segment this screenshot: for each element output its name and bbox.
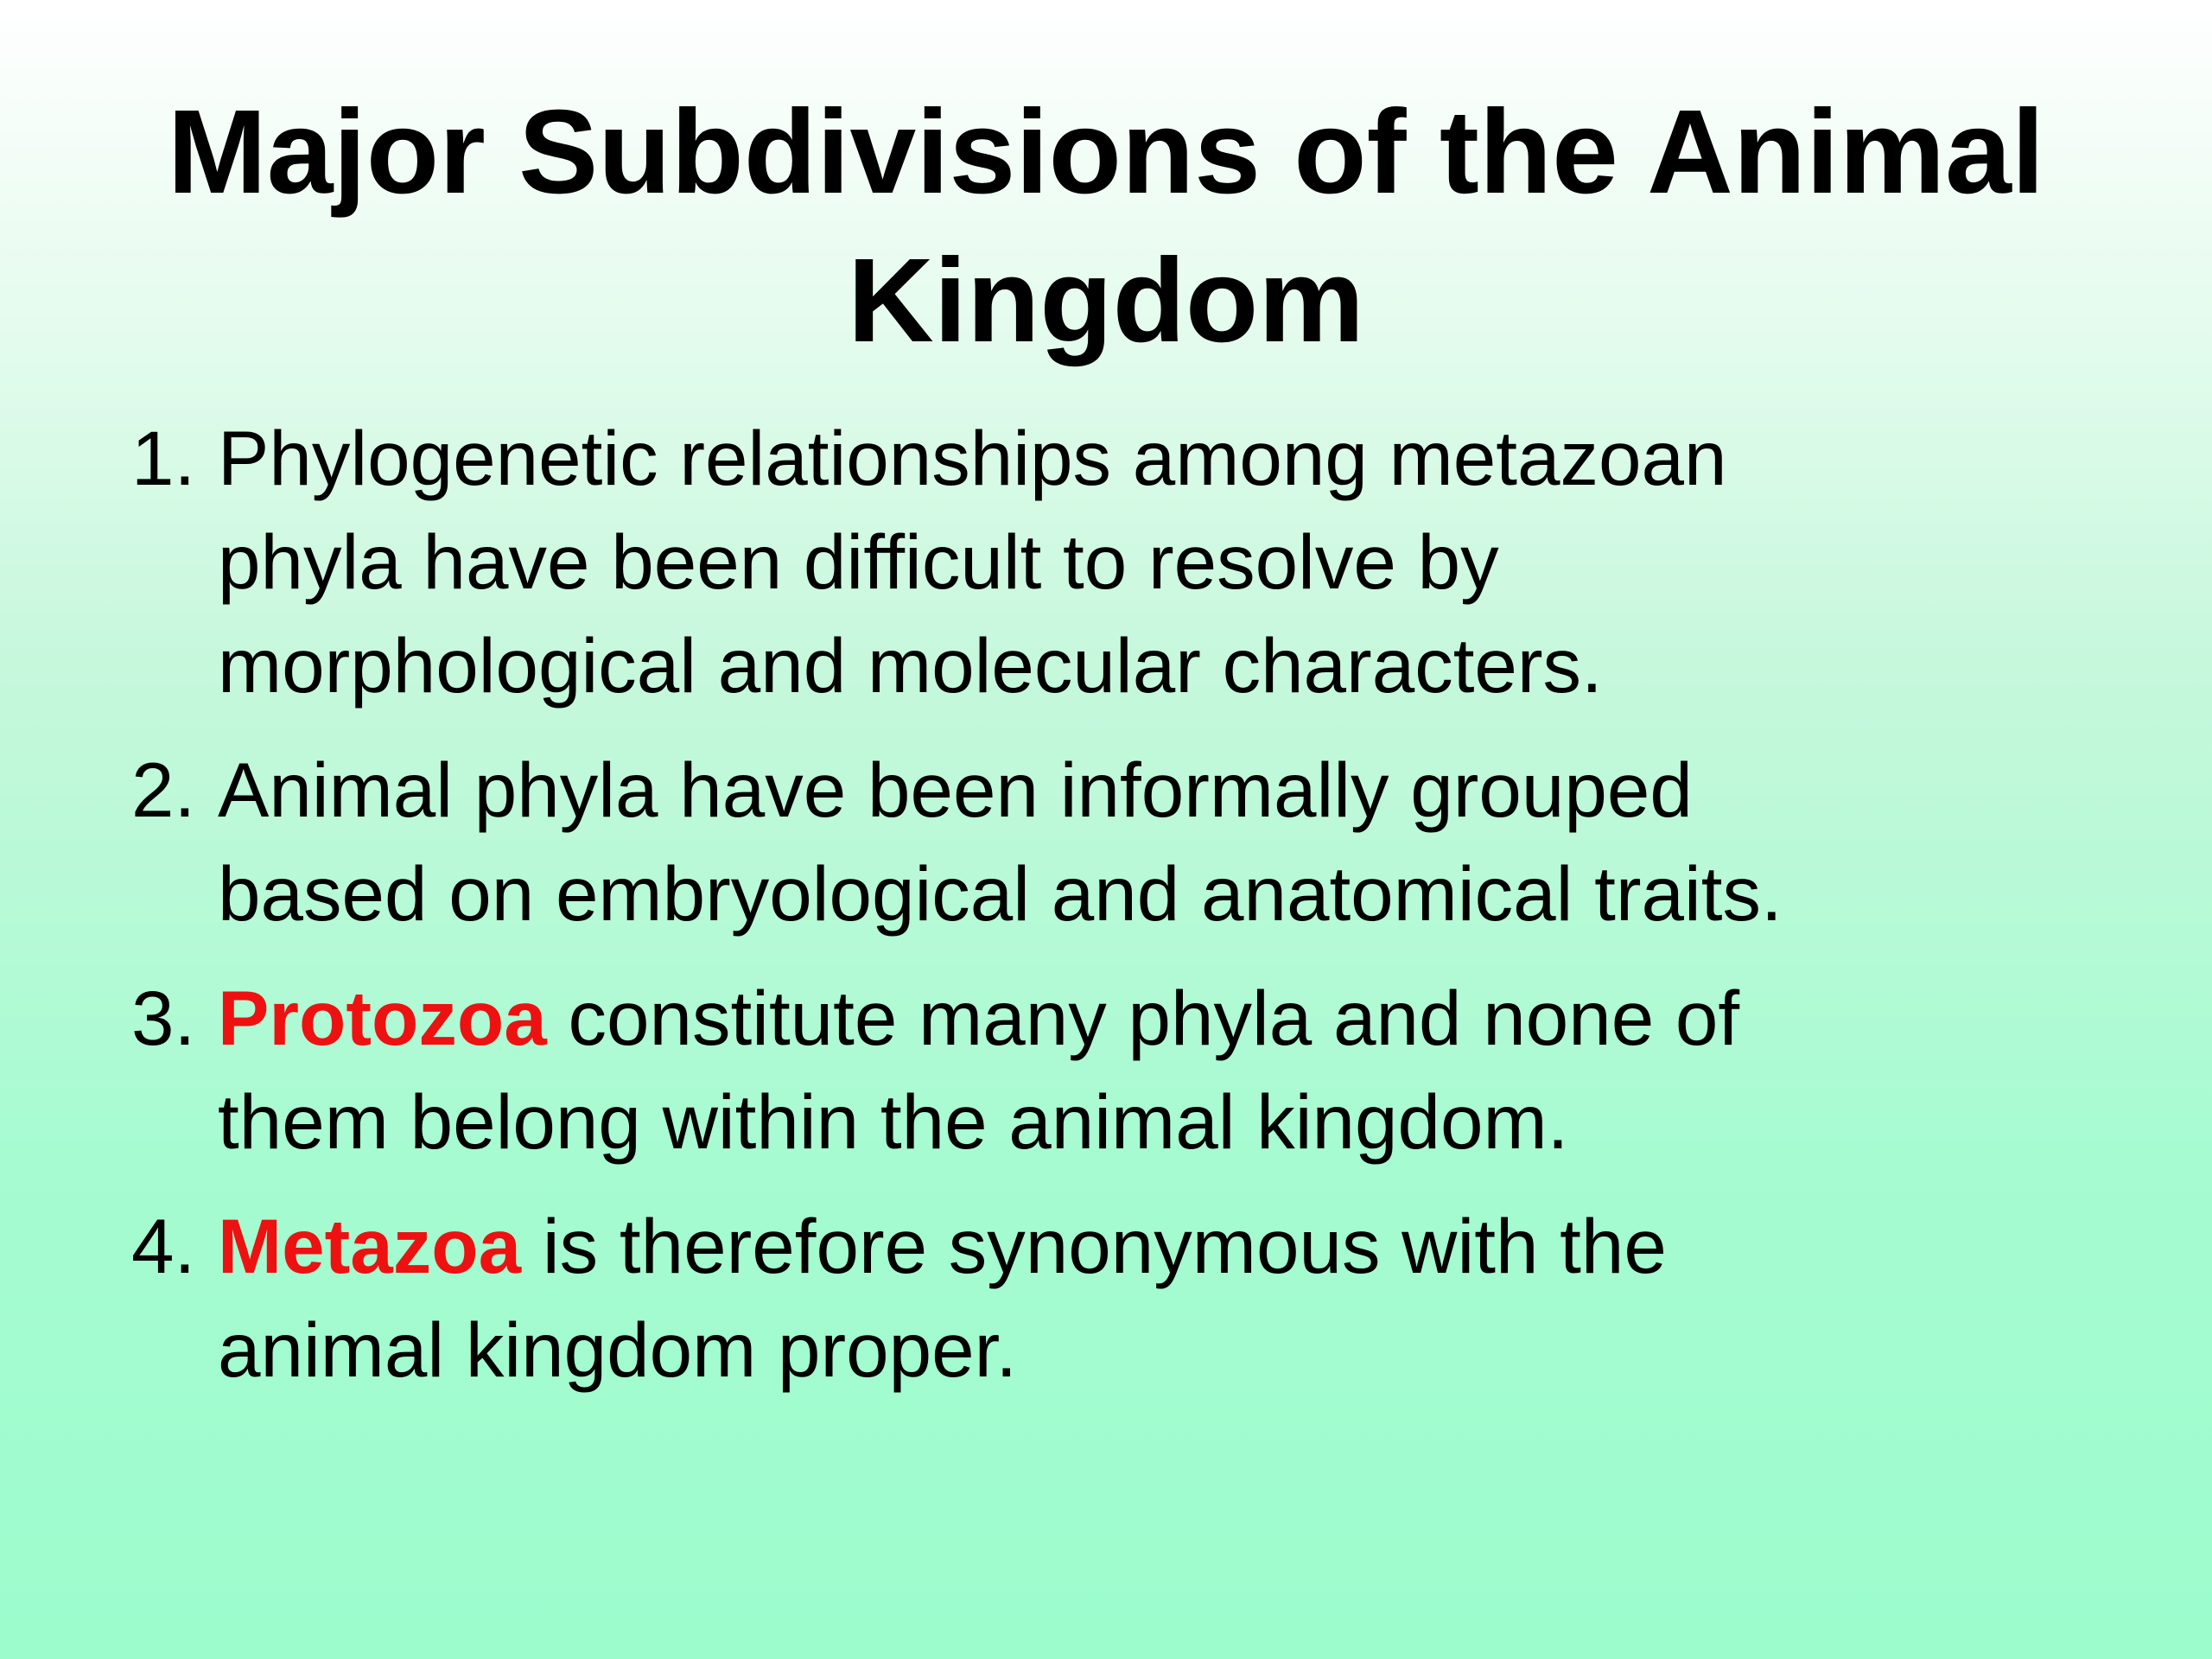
slide-title [86, 78, 2126, 375]
list-item-1 [131, 406, 2119, 717]
item-line: animal kingdom proper. [218, 1306, 1018, 1393]
item-line: based on embryological and anatomical traits. [218, 850, 1783, 937]
item-line: Animal phyla have been informally grouped [218, 747, 1693, 833]
highlighted-term-metazoa: Metazoa [218, 1203, 522, 1289]
list-item-4 [131, 1194, 2119, 1402]
item-line: phyla have been difficult to resolve by [218, 518, 1499, 605]
item-line: morphological and molecular characters. [218, 622, 1603, 709]
item-line: Phylogenetic relationships among metazoan [218, 415, 1727, 501]
item-line: them belong within the animal kingdom. [218, 1078, 1569, 1165]
numbered-list [131, 406, 2119, 1422]
title-line-2: Kingdom [848, 234, 1364, 367]
list-number: 3. [131, 975, 196, 1061]
title-line-1: Major Subdivisions of the Animal [167, 86, 2045, 219]
list-number: 2. [131, 747, 196, 833]
list-item-2 [131, 738, 2119, 945]
highlighted-term-protozoa: Protozoa [218, 975, 547, 1061]
item-line [218, 1194, 2119, 1298]
list-number: 4. [131, 1203, 196, 1289]
item-text: is therefore synonymous with the [521, 1203, 1667, 1289]
list-item-3 [131, 966, 2119, 1173]
list-number: 1. [131, 415, 196, 501]
item-text: constitute many phyla and none of [546, 975, 1740, 1061]
item-line [218, 966, 2119, 1070]
